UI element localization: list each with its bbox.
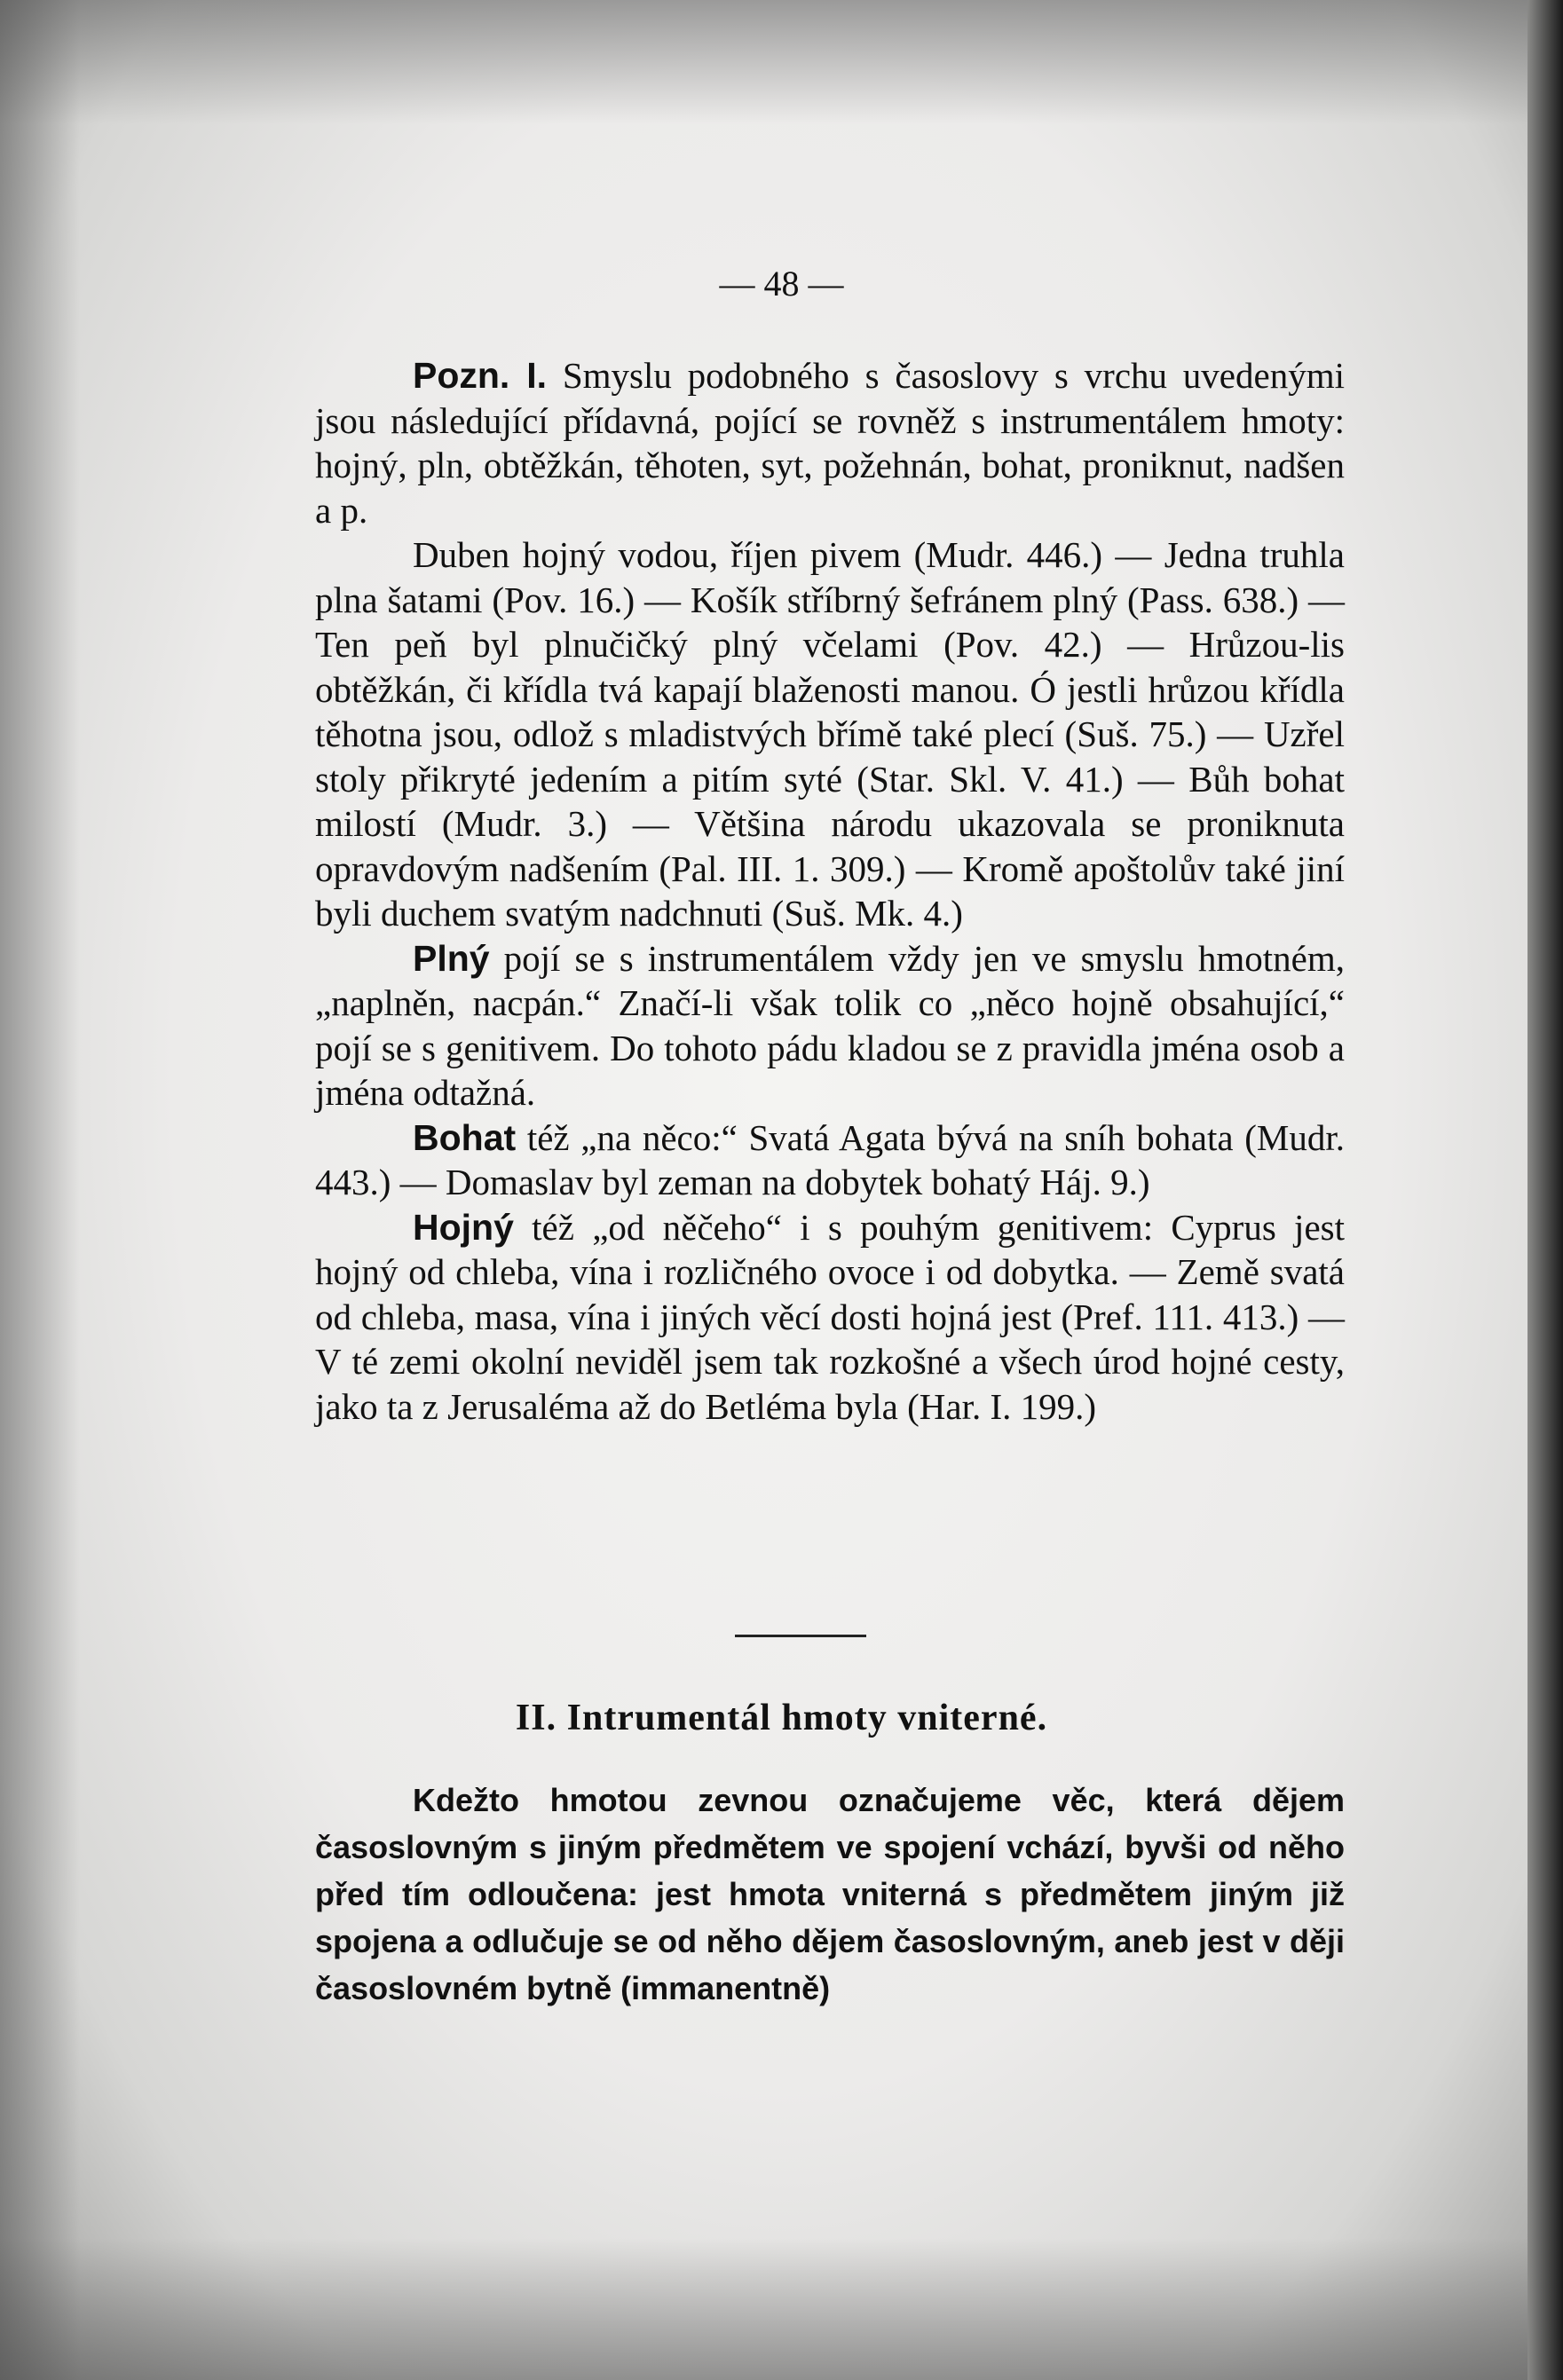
scan-shadow-bottom bbox=[0, 2238, 1563, 2380]
plny-text: pojí se s instrumentálem vždy jen ve smyslu hmotném, „naplněn, nacpán.“ Značí-li však tolik co „něco hojně obsahující,“ pojí se s genitivem. Do tohoto pádu kladou se z pravidla jména osob a jména odtažná. bbox=[315, 937, 1345, 1113]
hojny-paragraph bbox=[315, 1205, 1345, 1430]
examples-paragraph: Duben hojný vodou, říjen pivem (Mudr. 446.) — Jedna truhla plna šatami (Pov. 16.) — Košík stříbrný šefránem plný (Pass. 638.) — Ten peň byl plnučičký plný včelami (Pov. 42.) — Hrůzou-lis obtěžkán, či křídla tvá kapají blaženosti manou. Ó jestli hrůzou křídla těhotna jsou, odlož s mladistvých břímě také plecí (Suš. 75.) — Uzřel stoly přikryté jedením a pitím syté (Star. Skl. V. 41.) — Bůh bohat milostí (Mudr. 3.) — Většina národu ukazovala se proniknuta opravdovým nadšením (Pal. III. 1. 309.) — Kromě apoštolův také jiní byli duchem svatým nadchnuti (Suš. Mk. 4.) bbox=[315, 534, 1345, 934]
scan-shadow-left bbox=[0, 0, 80, 2380]
section-divider bbox=[735, 1635, 866, 1637]
page-edge-right bbox=[1527, 0, 1563, 2380]
bohat-text: též „na něco:“ Svatá Agata bývá na sníh bohata (Mudr. 443.) — Domaslav byl zeman na dobytek bohatý Háj. 9.) bbox=[315, 1116, 1345, 1202]
hojny-label: Hojný bbox=[413, 1206, 514, 1248]
page-number: — 48 — bbox=[719, 264, 844, 303]
main-text bbox=[315, 353, 1345, 1429]
note-paragraph bbox=[315, 353, 1345, 532]
scan-shadow-top bbox=[0, 0, 1563, 124]
bohat-label: Bohat bbox=[413, 1116, 517, 1158]
section-paragraph: Kdežto hmotou zevnou označujeme věc, která dějem časoslovným s jiným předmětem ve spojení vchází, byvši od něho před tím odloučena: jest hmota vniterná s předmětem jiným již spojena a odlučuje se od něho dějem časoslovným, aneb jest v ději časoslovném bytně (immanentně) bbox=[315, 1782, 1345, 2006]
hojny-text: též „od něčeho“ i s pouhým genitivem: Cyprus jest hojný od chleba, vína i rozličného ovoce i od dobytka. — Země svatá od chleba, masa, vína i jiných věcí dosti hojná jest (Pref. 111. 413.) — V té zemi okolní neviděl jsem tak rozkošné a všech úrod hojné cesty, jako ta z Jerusaléma až do Betléma byla (Har. I. 199.) bbox=[315, 1206, 1345, 1427]
note-label: Pozn. I. bbox=[413, 355, 548, 396]
section-text bbox=[315, 1777, 1345, 2012]
bohat-paragraph bbox=[315, 1115, 1345, 1205]
note-text: Smyslu podobného s časoslovy s vrchu uvedenými jsou následující přídavná, pojící se rovněž s instrumentálem hmoty: hojný, pln, obtěžkán, těhoten, syt, požehnán, bohat, proniknut, nadšen a p. bbox=[315, 355, 1345, 531]
section-heading: II. Intrumentál hmoty vniterné. bbox=[515, 1698, 1048, 1738]
plny-label: Plný bbox=[413, 937, 490, 979]
plny-paragraph bbox=[315, 936, 1345, 1115]
